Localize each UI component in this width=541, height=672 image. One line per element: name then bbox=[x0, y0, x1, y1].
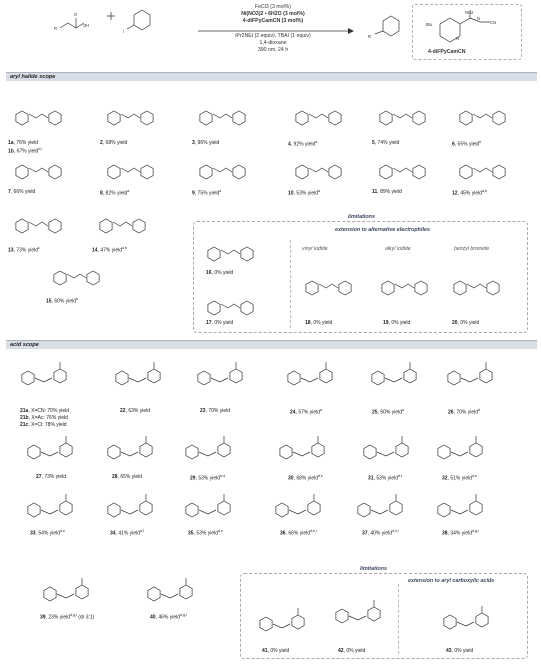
compound-13-structure bbox=[8, 200, 98, 242]
compound-number: 37 bbox=[362, 530, 368, 537]
compound-yield: , 34% yield bbox=[447, 530, 473, 537]
molecule-structure bbox=[14, 352, 94, 394]
compound-number: 29 bbox=[190, 475, 196, 482]
yield-footnote: d,f bbox=[140, 529, 145, 533]
molecule-structure bbox=[20, 484, 100, 526]
yield-footnote: b bbox=[76, 297, 79, 301]
molecule-structure bbox=[192, 92, 272, 134]
molecule-structure bbox=[8, 200, 88, 242]
compound-caption-39 bbox=[40, 613, 94, 621]
molecule-structure bbox=[100, 426, 180, 468]
compound-21a-structure bbox=[14, 352, 104, 394]
compound-caption-23 bbox=[200, 408, 230, 414]
compound-yield: , 23% yield bbox=[45, 614, 71, 621]
compound-yield: , 66% yield bbox=[285, 530, 311, 537]
compound-number: 13 bbox=[8, 247, 14, 254]
compound-yield: , 60% yield bbox=[377, 409, 403, 416]
molecule-structure bbox=[8, 146, 88, 188]
molecule-structure bbox=[372, 92, 452, 134]
molecule-structure bbox=[440, 352, 520, 394]
compound-number: 8 bbox=[100, 190, 103, 197]
molecule-structure bbox=[92, 200, 172, 242]
compound-caption-25 bbox=[372, 408, 404, 416]
compound-number: 36 bbox=[280, 530, 286, 537]
compound-yield: , 53% yield bbox=[373, 475, 399, 482]
compound-caption-8 bbox=[100, 189, 129, 197]
compound-caption-26 bbox=[448, 408, 480, 416]
molecule-structure bbox=[430, 484, 510, 526]
compound-caption-9 bbox=[192, 189, 221, 197]
diastereomer-ratio: (dr 3:1) bbox=[76, 614, 95, 621]
molecule-structure bbox=[372, 146, 452, 188]
compound-yield: , 74% yield bbox=[374, 140, 400, 146]
yield-footnote: d,h,i bbox=[392, 529, 399, 533]
compound-caption-21b bbox=[20, 415, 68, 421]
compound-37-structure bbox=[350, 484, 440, 526]
compound-40-structure bbox=[140, 568, 230, 610]
compound-number: 15 bbox=[46, 298, 52, 305]
svg-text:R: R bbox=[368, 34, 372, 39]
molecule-structure bbox=[452, 92, 532, 134]
compound-32-structure bbox=[430, 426, 520, 468]
compound-yield: , 0% yield bbox=[457, 320, 480, 326]
compound-number: 4 bbox=[288, 141, 291, 148]
compound-number: 26 bbox=[448, 409, 454, 416]
svg-text:CN: CN bbox=[490, 20, 497, 25]
molecule-structure bbox=[272, 426, 352, 468]
yield-footnote: d bbox=[478, 408, 481, 412]
yield-footnote: a bbox=[315, 140, 318, 144]
molecule-structure bbox=[356, 426, 436, 468]
category-vinyl-iodide: vinyl iodide bbox=[302, 246, 328, 252]
compound-yield: , 41% yield bbox=[115, 530, 141, 537]
compound-4-structure bbox=[288, 92, 378, 134]
compound-caption-12 bbox=[452, 189, 487, 197]
compound-caption-7 bbox=[8, 189, 35, 195]
compound-yield: , 46% yield bbox=[155, 614, 181, 621]
compound-16-structure bbox=[200, 228, 290, 270]
compound-yield: , 63% yield bbox=[125, 408, 151, 414]
compound-caption-24 bbox=[290, 408, 322, 416]
molecule-structure bbox=[328, 590, 408, 632]
compound-caption-29 bbox=[190, 474, 225, 482]
compound-yield: , 54% yield bbox=[35, 530, 61, 537]
molecule-structure bbox=[46, 252, 126, 294]
compound-number: 39 bbox=[40, 614, 46, 621]
compound-yield: , 53% yield bbox=[195, 475, 221, 482]
compound-number: 32 bbox=[442, 475, 448, 482]
compound-yield: , 60% yield bbox=[51, 298, 77, 305]
compound-yield: , X=CN: 70% yield bbox=[28, 408, 70, 414]
compound-yield: , 47% yield bbox=[97, 247, 123, 254]
compound-yield: , 0% yield bbox=[388, 320, 411, 326]
ligand-name: 4-diFPyCamCN bbox=[428, 49, 466, 55]
compound-number: 21c bbox=[20, 422, 29, 428]
compound-caption-37 bbox=[362, 529, 399, 537]
compound-caption-10 bbox=[288, 189, 320, 197]
yield-footnote: d,e bbox=[472, 474, 478, 478]
yield-footnote: d,g,i bbox=[472, 529, 479, 533]
compound-yield: , 65% yield bbox=[117, 474, 143, 480]
compound-number: 7 bbox=[8, 189, 11, 195]
yield-footnote: d,f bbox=[398, 474, 403, 478]
svg-text:O: O bbox=[74, 12, 78, 17]
compound-35-structure bbox=[178, 484, 268, 526]
compound-number: 10 bbox=[288, 190, 294, 197]
yield-footnote: d,g,i bbox=[180, 613, 187, 617]
molecule-structure bbox=[298, 262, 378, 304]
compound-30-structure bbox=[272, 426, 362, 468]
molecule-structure bbox=[100, 146, 180, 188]
compound-caption-28 bbox=[112, 474, 142, 480]
compound-number: 21b bbox=[20, 415, 29, 421]
svg-text:R: R bbox=[54, 26, 58, 31]
molecule-structure bbox=[140, 568, 220, 610]
compound-yield: , 70% yield bbox=[205, 408, 231, 414]
compound-number: 31 bbox=[368, 475, 374, 482]
compound-caption-43 bbox=[446, 648, 473, 654]
compound-yield: , 51% yield bbox=[447, 475, 473, 482]
molecule-structure bbox=[200, 282, 280, 324]
compound-caption-21a bbox=[20, 408, 69, 414]
limitations-2-subtitle: extension to aryl carboxylic acids bbox=[408, 578, 495, 584]
compound-number: 14 bbox=[92, 247, 98, 254]
compound-5-structure bbox=[372, 92, 462, 134]
compound-24-structure bbox=[280, 352, 370, 394]
compound-caption-40 bbox=[150, 613, 187, 621]
compound-number: 28 bbox=[112, 474, 118, 480]
compound-caption-35 bbox=[188, 529, 223, 537]
molecule-structure bbox=[452, 146, 532, 188]
compound-yield: , 68% yield bbox=[293, 475, 319, 482]
molecule-structure bbox=[36, 568, 116, 610]
compound-34-structure bbox=[100, 484, 190, 526]
molecule-structure bbox=[280, 352, 360, 394]
compound-yield: , 66% yield bbox=[10, 189, 36, 195]
compound-33-structure bbox=[20, 484, 110, 526]
compound-caption-42 bbox=[338, 648, 365, 654]
molecule-structure bbox=[374, 262, 454, 304]
compound-number: 27 bbox=[36, 474, 42, 480]
section-acid-scope: acid scope bbox=[6, 340, 537, 349]
yield-footnote: a bbox=[318, 189, 321, 193]
yield-footnote: a bbox=[320, 408, 323, 412]
compound-number: 3 bbox=[192, 140, 195, 146]
compound-7-structure bbox=[8, 146, 98, 188]
compound-caption-15 bbox=[46, 297, 78, 305]
plus-sign bbox=[105, 10, 117, 22]
compound-caption-22 bbox=[120, 408, 150, 414]
yield-footnote: a,b bbox=[482, 189, 488, 193]
compound-number: 21a bbox=[20, 408, 29, 414]
compound-caption-19 bbox=[383, 320, 410, 326]
compound-number: 43 bbox=[446, 648, 452, 654]
compound-36-structure bbox=[268, 484, 358, 526]
compound-number: 11 bbox=[372, 189, 378, 195]
compound-number: 24 bbox=[290, 409, 296, 416]
compound-caption-18 bbox=[305, 320, 332, 326]
yield-footnote: d,e bbox=[318, 474, 324, 478]
yield-footnote: a,b bbox=[122, 246, 128, 250]
svg-text:N: N bbox=[456, 36, 460, 41]
compound-26-structure bbox=[440, 352, 530, 394]
compound-number: 41 bbox=[262, 648, 268, 654]
yield-footnote: d,e bbox=[60, 529, 66, 533]
compound-22-structure bbox=[108, 352, 198, 394]
compound-number: 6 bbox=[452, 141, 455, 148]
compound-number: 30 bbox=[288, 475, 294, 482]
compound-3-structure bbox=[192, 92, 282, 134]
molecule-structure bbox=[8, 92, 88, 134]
compound-number: 16 bbox=[206, 270, 212, 276]
compound-number: 19 bbox=[383, 320, 389, 326]
compound-caption-31 bbox=[368, 474, 402, 482]
reaction-scheme bbox=[0, 0, 541, 62]
carboxylic-acid-structure bbox=[52, 8, 92, 38]
compound-yield: , 0% yield bbox=[211, 320, 234, 326]
yield-footnote: d,e bbox=[218, 529, 224, 533]
compound-caption-11 bbox=[372, 189, 402, 195]
molecule-structure bbox=[178, 426, 258, 468]
compound-number: 38 bbox=[442, 530, 448, 537]
compound-yield: , 89% yield bbox=[377, 189, 402, 195]
yield-footnote: b,i bbox=[38, 147, 43, 151]
compound-caption-16 bbox=[206, 270, 233, 276]
compound-yield: , 57% yield bbox=[295, 409, 321, 416]
compound-yield: , 70% yield bbox=[453, 409, 479, 416]
compound-caption-20 bbox=[452, 320, 479, 326]
compound-10-structure bbox=[288, 146, 378, 188]
ligand-structure bbox=[420, 8, 518, 48]
compound-yield: , 40% yield bbox=[367, 530, 393, 537]
compound-yield: , 75% yield bbox=[194, 190, 220, 197]
limitations-1-subtitle: extension to alternative electrophiles bbox=[335, 227, 430, 233]
compound-yield: , 67% yield bbox=[13, 148, 39, 155]
compound-2-structure bbox=[100, 92, 190, 134]
compound-number: 2 bbox=[100, 140, 103, 146]
molecule-structure bbox=[100, 484, 180, 526]
compound-23-structure bbox=[190, 352, 280, 394]
compound-29-structure bbox=[178, 426, 268, 468]
compound-number: 17 bbox=[206, 320, 212, 326]
compound-39-structure bbox=[36, 568, 126, 610]
svg-text:tBu: tBu bbox=[426, 22, 433, 27]
compound-17-structure bbox=[200, 282, 290, 324]
section-aryl-halide-scope: aryl halide scope bbox=[6, 72, 537, 81]
svg-text:NH2: NH2 bbox=[465, 10, 474, 15]
yield-footnote: d,g,i bbox=[70, 613, 77, 617]
compound-number: 33 bbox=[30, 530, 36, 537]
svg-text:OH: OH bbox=[83, 23, 90, 28]
molecule-structure bbox=[100, 92, 180, 134]
compound-yield: , 0% yield bbox=[343, 648, 366, 654]
compound-yield: , 68% yield bbox=[102, 140, 128, 146]
compound-9-structure bbox=[192, 146, 282, 188]
compound-number: 34 bbox=[110, 530, 116, 537]
compound-yield: , 53% yield bbox=[293, 190, 319, 197]
compound-caption-34 bbox=[110, 529, 144, 537]
limitations-1-title: limitations bbox=[345, 214, 378, 220]
compound-27-structure bbox=[20, 426, 110, 468]
compound-yield: , 65% yield bbox=[454, 141, 480, 148]
svg-text:I: I bbox=[123, 29, 125, 34]
compound-28-structure bbox=[100, 426, 190, 468]
compound-number: 35 bbox=[188, 530, 194, 537]
molecule-structure bbox=[192, 146, 272, 188]
compound-yield: , 96% yield bbox=[194, 140, 220, 146]
compound-8-structure bbox=[100, 146, 190, 188]
compound-caption-38 bbox=[442, 529, 479, 537]
compound-1a-structure bbox=[8, 92, 98, 134]
compound-caption-32 bbox=[442, 474, 477, 482]
compound-12-structure bbox=[452, 146, 541, 188]
compound-yield: , 73% yield bbox=[13, 247, 39, 254]
compound-43-structure bbox=[436, 596, 526, 638]
molecule-structure bbox=[350, 484, 430, 526]
compound-number: 12 bbox=[452, 190, 458, 197]
compound-yield: , X=Cl: 78% yield bbox=[28, 422, 67, 428]
compound-caption-13 bbox=[8, 246, 40, 254]
molecule-structure bbox=[20, 426, 100, 468]
compound-number: 42 bbox=[338, 648, 344, 654]
compound-caption-27 bbox=[36, 474, 66, 480]
compound-14-structure bbox=[92, 200, 182, 242]
compound-20-structure bbox=[446, 262, 536, 304]
yield-footnote: a bbox=[402, 408, 405, 412]
compound-number: 25 bbox=[372, 409, 378, 416]
molecule-structure bbox=[430, 426, 510, 468]
compound-11-structure bbox=[372, 146, 462, 188]
compound-number: 9 bbox=[192, 190, 195, 197]
compound-number: 1a bbox=[8, 140, 14, 146]
molecule-structure bbox=[446, 262, 526, 304]
yield-footnote: b,d bbox=[220, 474, 226, 478]
compound-number: 40 bbox=[150, 614, 156, 621]
compound-yield: , 73% yield bbox=[41, 474, 67, 480]
molecule-structure bbox=[190, 352, 270, 394]
compound-number: 20 bbox=[452, 320, 458, 326]
compound-yield: , X=Ac: 76% yield bbox=[28, 415, 68, 421]
molecule-structure bbox=[178, 484, 258, 526]
compound-15-structure bbox=[46, 252, 136, 294]
molecule-structure bbox=[252, 598, 332, 640]
yield-footnote: c bbox=[38, 246, 40, 250]
compound-6-structure bbox=[452, 92, 541, 134]
divider bbox=[290, 240, 291, 328]
compound-number: 22 bbox=[120, 408, 126, 414]
compound-42-structure bbox=[328, 590, 418, 632]
compound-caption-33 bbox=[30, 529, 65, 537]
limitations-2-title: limitations bbox=[357, 566, 390, 572]
yield-footnote: a bbox=[127, 189, 130, 193]
yield-footnote: b bbox=[479, 140, 482, 144]
compound-yield: , 76% yield bbox=[13, 140, 39, 146]
compound-number: 23 bbox=[200, 408, 206, 414]
compound-number: 1b bbox=[8, 148, 14, 155]
molecule-structure bbox=[108, 352, 188, 394]
svg-text:N: N bbox=[477, 16, 481, 21]
molecule-structure bbox=[364, 352, 444, 394]
molecule-structure bbox=[200, 228, 280, 270]
yield-footnote: d,e,i bbox=[310, 529, 317, 533]
compound-yield: , 53% yield bbox=[193, 530, 219, 537]
compound-number: 18 bbox=[305, 320, 311, 326]
molecule-structure bbox=[288, 92, 368, 134]
category-benzyl-bromide: benzyl bromide bbox=[454, 246, 490, 252]
compound-yield: , 0% yield bbox=[267, 648, 290, 654]
yield-footnote: a bbox=[219, 189, 222, 193]
compound-yield: , 0% yield bbox=[451, 648, 474, 654]
molecule-structure bbox=[288, 146, 368, 188]
reaction-conditions: FeCl3 (3 mol%) Ni(NO3)2 • 6H2O (3 mol%) 4-diFPyCamCN (3 mol%) iPr2NEt (2 equiv), TBAI (1 equiv) 1,4-dioxane 390 nm, 24 h bbox=[235, 4, 311, 54]
compound-caption-17 bbox=[206, 320, 233, 326]
product-structure bbox=[365, 12, 405, 46]
compound-caption-30 bbox=[288, 474, 323, 482]
compound-yield: , 82% yield bbox=[102, 190, 128, 197]
compound-caption-36 bbox=[280, 529, 317, 537]
compound-caption-41 bbox=[262, 648, 289, 654]
aryl-iodide-structure bbox=[118, 4, 158, 40]
category-alkyl-iodide: alkyl iodide bbox=[385, 246, 411, 252]
molecule-structure bbox=[436, 596, 516, 638]
compound-number: 5 bbox=[372, 140, 375, 146]
compound-38-structure bbox=[430, 484, 520, 526]
compound-yield: , 0% yield bbox=[310, 320, 333, 326]
compound-yield: , 45% yield bbox=[457, 190, 483, 197]
compound-yield: , 0% yield bbox=[211, 270, 234, 276]
compound-yield: , 92% yield bbox=[290, 141, 316, 148]
molecule-structure bbox=[268, 484, 348, 526]
